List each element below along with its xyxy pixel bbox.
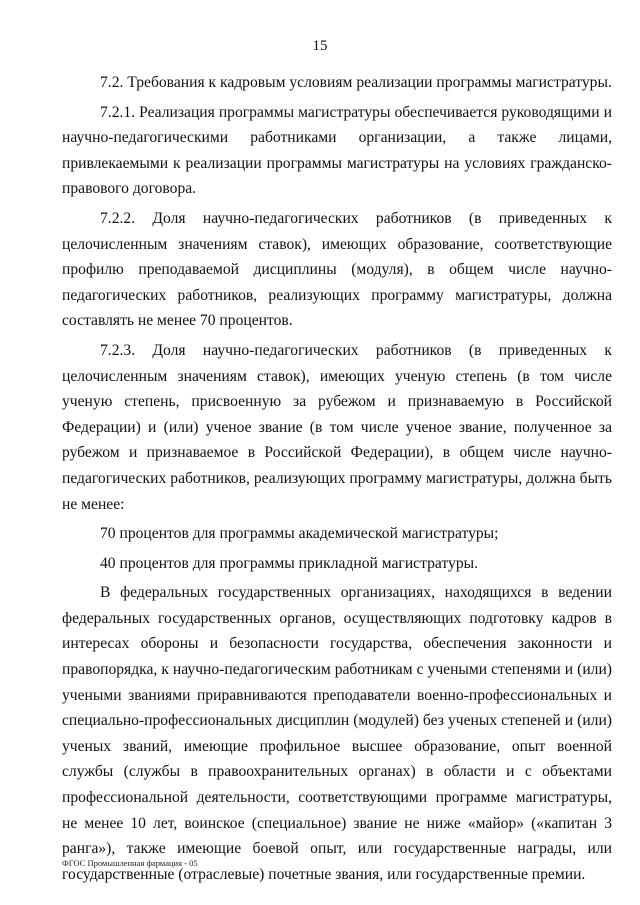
page-footer: ФГОС Промышленная фармация - 05: [62, 858, 198, 868]
section-heading-7-2: 7.2. Требования к кадровым условиям реализации программы магистратуры.: [100, 74, 612, 91]
document-body: [62, 70, 612, 887]
paragraph-7-2-1: 7.2.1. Реализация программы магистратуры обеспечивается руководящими и научно-педагогическими работниками организации, а также лицами, привлекаемыми к реализации программы магистратуры на условиях гражданско-правового договора.: [62, 103, 612, 198]
list-item-academic: 70 процентов для программы академической магистратуры;: [100, 525, 499, 543]
list-item-applied: 40 процентов для программы прикладной магистратуры.: [100, 554, 478, 572]
page-number: 15: [312, 38, 328, 54]
paragraph-7-2-2: 7.2.2. Доля научно-педагогических работников (в приведенных к целочисленным значениям ставок), имеющих образование, соответствующие профилю преподаваемой дисциплины (модуля), в общем числе научно-педагогических работников, реализующих программу магистратуры, должна составлять не менее 70 процентов.: [62, 209, 612, 330]
paragraph-federal-organizations: В федеральных государственных организациях, находящихся в ведении федеральных государственных органов, осуществляющих подготовку кадров в интересах обороны и безопасности государства, обеспечения законности и правопорядка, к научно-педагогическим работникам с учеными степенями и (или) учеными званиями приравниваются преподаватели военно-профессиональных и специально-профессиональных дисциплин (модулей) без ученых степеней и (или) ученых званий, имеющие профильное высшее образование, опыт военной службы (службы в правоохранительных органах) в области и с объектами профессиональной деятельности, соответствующими программе магистратуры, не менее 10 лет, воинское (специальное) звание не ниже «майор» («капитан 3 ранга»), также имеющие боевой опыт, или государственные награды, или государственные (отраслевые) почетные звания, или государственные премии.: [62, 584, 612, 883]
paragraph-7-2-3: 7.2.3. Доля научно-педагогических работников (в приведенных к целочисленным значениям ставок), имеющих ученую степень (в том числе ученую степень, присвоенную за рубежом и признаваемую в Российской Федерации) и (или) ученое звание (в том числе ученое звание, полученное за рубежом и признаваемое в Российской Федерации), в общем числе научно-педагогических работников, реализующих программу магистратуры, должна быть не менее:: [62, 341, 612, 513]
